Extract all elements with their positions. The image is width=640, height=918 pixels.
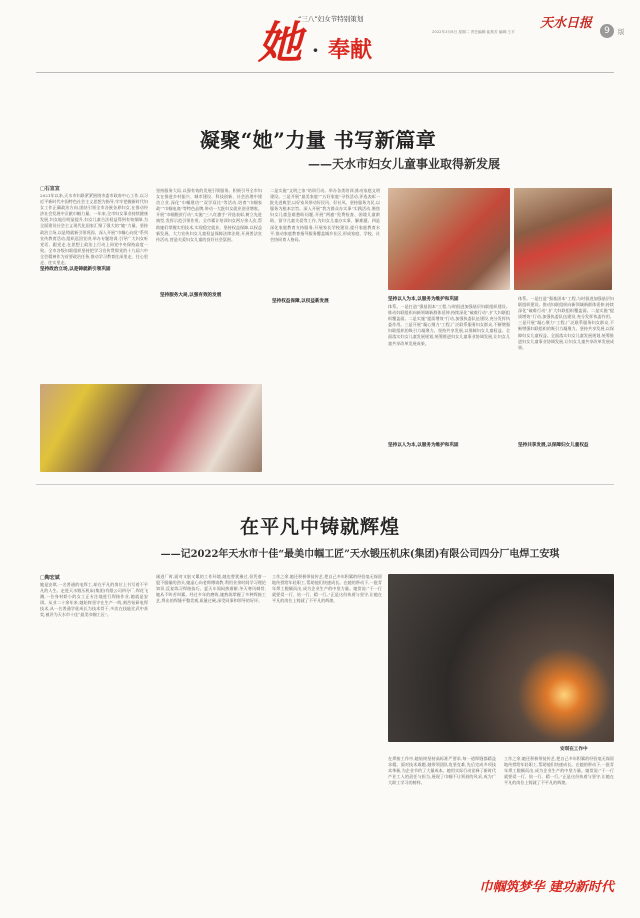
article1-col3-text: 二是实施“文明之家”培训行动。举办各类培训,推动家庭文明建设。三是开展“最美家庭”“五好家庭”寻找活动,评选表彰一批先进典型,以好家风带动好民风、好社风。坚持服务为民,以服务为根本宗旨。深入开展“我为群众办实事”实践活动,聚焦妇女儿童急难愁盼问题,开展“两癌”免费检查、困境儿童救助、留守儿童关爱等工作,为妇女儿童办实事、解难题。四是深化家庭教育支持服务,开展家长学校建设,提升家庭教育水平,推动家庭教育指导服务覆盖城乡社区,形成家庭、学校、社会协同育人格局。 (270, 188, 380, 242)
paper-name: 天水日报 (540, 16, 593, 31)
article1-col5-text: 体系。一是打造“强基固本”工程,与时俱进加强基层妇联组织建设。推动妇联组织向新领域新群体延伸,持续深化“破难行动”,扩大妇联组织覆盖面。二是实施“提质增效”行动,加强执委队伍建设,充分发挥执委作用。三是开展“凝心聚力”工程,广泛联系服务妇女群众,不断增强妇联组织的吸引力凝聚力。坚持共享发展,以保障妇女儿童权益。全面落实妇女儿童发展规划,统筹推进妇女儿童事业协调发展,让妇女儿童共享改革发展成果。 (518, 296, 614, 350)
brand-tail: 奉献 (328, 37, 373, 63)
article1-col4-text: 体系。一是打造“强基固本”工程,与时俱进加强基层妇联组织建设。推动妇联组织向新领域新群体延伸,持续深化“破难行动”,扩大妇联组织覆盖面。二是实施“提质增效”行动,加强执委队伍建设,充分发挥执委作用。三是开展“凝心聚力”工程,广泛联系服务妇女群众,不断增强妇联组织的吸引力凝聚力。坚持共享发展,以保障妇女儿童权益。全面落实妇女儿童发展规划,统筹推进妇女儿童事业协调发展,让妇女儿童共享改革发展成果。 (388, 304, 510, 346)
article2-col5-text: 工作之余,她还积极带徒传艺,把自己多年积累的经验毫无保留地传授给年轻职工,帮助他们快速成长。在她的带动下,一批青年焊工脱颖而出,成为企业生产的中坚力量。她常说:“干一行就要爱一行、钻一行、精一行。”正是这份执着与坚守,让她在平凡的岗位上铸就了不平凡的辉煌。 (504, 756, 614, 786)
article2-col3 (272, 574, 382, 850)
brand-big-char: 她 (258, 18, 302, 69)
article1-subhead-2: 坚持服务大局,以强有效的发展 (160, 293, 222, 298)
article2-photo-caption: 安琪在工作中 (560, 747, 588, 752)
article2-col1 (40, 582, 148, 850)
article2-col4 (388, 756, 496, 850)
header-meta: 2022年3月8日 星期二 责任编辑:崔燕芳 编辑:王平 (432, 30, 515, 34)
article2-col5 (504, 756, 614, 850)
article1-subhead-1: 坚持政治立场,以是铸就新引领巩固 (40, 267, 111, 272)
article1-col1 (40, 193, 148, 379)
article2-title: 在平凡中铸就辉煌 (239, 516, 400, 538)
article1-photo-caption: 坚持以人为本,以服务为维护和巩固 (388, 297, 459, 302)
article1-col1-text: 2021年以来,天水市妇联紧紧围绕市委市政府中心工作,以习近平新时代中国特色社会主义思想为指导,牢牢把握新时代妇女工作正确政治方向,团结引领全市各族各界妇女,在推动经济社会发展中贡献巾帼力量。一年来,全市妇女事业持续健康发展,妇女地位明显提升,妇女儿童合法权益得到有效保障,为全面建设社会主义现代化国家汇聚了强大的“她”力量。坚持政治立场,以是铸就新引领巩固。深入开展“巾帼心向党”系列宣传教育活动,组织巡回宣讲,举办专题培训,引导广大妇女听党话、跟党走,在思想上政治上行动上同党中央保持高度一致。全市各级妇联组织坚持把学习宣传贯彻党的十九届六中全会精神作为首要政治任务,推动学习教育往深里走、往心里走、往实里走。 (40, 193, 148, 266)
photo-welder-anqi (388, 574, 614, 742)
page-suffix: 版 (618, 28, 625, 36)
article1-col2 (156, 188, 262, 378)
page-number-badge (600, 24, 614, 38)
article1-title: 凝聚“她”力量 书写新篇章 (199, 128, 437, 152)
article-divider (36, 484, 614, 485)
footer-slogan: 巾帼筑梦华 建功新时代 (479, 880, 614, 895)
page-number: 9 (604, 26, 610, 36)
special-label: “三八”妇女节特别策划 (298, 15, 364, 23)
article2-col2-text: 刚进厂时,面对又脏又累的工作环境,她也曾犹豫过,但凭着一股不服输的劲头,她虚心向老师傅请教,利用业余时间学习理论知识,反复练习焊接技巧。夏天车间闷热难耐,冬天寒风刺骨,她从不叫苦叫累。经过多年的磨炼,她熟练掌握了多种焊接工艺,焊出的焊缝平整美观,质量过硬,深受同事和领导的好评。 (156, 574, 266, 604)
article1-col3 (270, 188, 380, 448)
article1-subhead-4: 坚持以人为本,以服务为维护和巩固 (388, 443, 459, 448)
article1-col2-text: 坚持服务大局,以强有效的发展引领服务。积极引导全市妇女在推进乡村振兴、城市建设、科技创新、社会治理中建功立业,深化“巾帼建功”“双学双比”等活动,培育“巾帼家政”“巾帼电商”等特色品牌,带动一大批妇女就业创业增收。开展“巾帼脱贫行动”,实施“三八红旗手”评选表彰,树立先进典型,发挥示范引领作用。全市累计培训妇女两万余人次,帮助她们掌握实用技术,实现稳定就业。坚持权益保障,以权益新发展。大力宣传妇女儿童权益保障法律法规,开展普法宣传活动,营造关爱妇女儿童的良好社会氛围。 (156, 188, 262, 242)
article2-col4-text: 在焊接工作中,她始终坚持高标准严要求,每一道焊缝都精益求精。面对技术难题,她带领团队攻坚克难,先后完成多项技术革新,为企业节约了大量成本。她用实际行动诠释了新时代产业工人的责任与担当,展现了巾帼不让须眉的风采,成为广大职工学习的榜样。 (388, 756, 496, 786)
masthead (0, 0, 640, 80)
article1-subhead-3: 坚持权益保障,以权益新发展 (272, 299, 329, 304)
article1-col5 (518, 296, 614, 444)
article2-col2 (156, 574, 266, 850)
photo-women-activity-1 (388, 188, 510, 290)
article2-col1-text: 她是安琪,一名普通的电焊工,却在平凡的岗位上书写着不平凡的人生。走进天水锻压机床(集团)有限公司四分厂,焊花飞溅,一位身材娇小的女工正专注地进行焊接作业,她就是安琪。从业二十余年来,她始终坚守在生产一线,刻苦钻研电焊技术,从一名普通学徒成长为技术骨干,多次在技能比武中获奖,被评为天水市十佳“最美巾帼工匠”。 (40, 582, 148, 618)
header-rule (36, 72, 614, 73)
article2-col3-text: 工作之余,她还积极带徒传艺,把自己多年积累的经验毫无保留地传授给年轻职工,帮助他们快速成长。在她的带动下,一批青年焊工脱颖而出,成为企业生产的中坚力量。她常说:“干一行就要爱一行、钻一行、精一行。”正是这份执着与坚守,让她在平凡的岗位上铸就了不平凡的辉煌。 (272, 574, 382, 604)
article1-col4 (388, 304, 510, 448)
photo-children-play (514, 188, 612, 290)
article1-subhead-5: 坚持共享发展,以保障妇女儿童权益 (518, 443, 589, 448)
article2-byline: □陶宏斌 (40, 575, 60, 581)
article2-subtitle: ——记2022年天水市十佳“最美巾帼工匠”天水锻压机床(集团)有限公司四分厂电焊工安琪 (160, 549, 560, 560)
brand-dot: · (312, 38, 319, 62)
article1-byline: □石宣宣 (40, 186, 60, 192)
photo-women-crafts (40, 384, 262, 472)
article1-subtitle: ——天水市妇女儿童事业取得新发展 (307, 157, 500, 171)
